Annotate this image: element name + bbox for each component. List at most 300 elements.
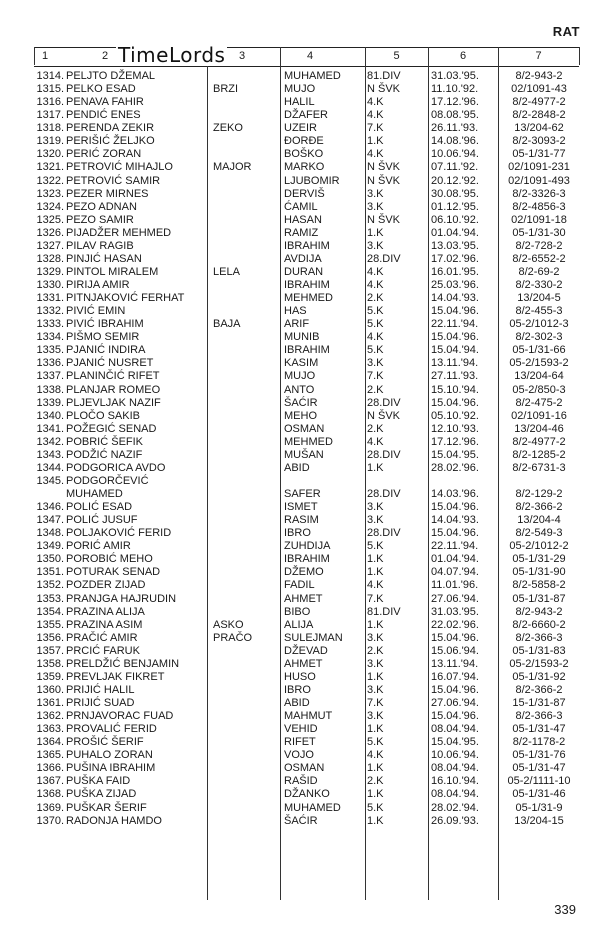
person-name: PRELDŽIĆ BENJAMIN — [66, 657, 180, 670]
person-name: PENAVA FAHIR — [66, 96, 144, 109]
date: 17.02.'96. — [431, 252, 479, 265]
reference-number: 8/2-943-2 — [515, 70, 563, 82]
date: 17.12.'96. — [431, 435, 479, 448]
reference-number: 8/2-6552-2 — [512, 252, 566, 265]
table-row — [0, 410, 610, 423]
military-unit: 3.K — [367, 501, 384, 514]
row-number: 1362. — [36, 710, 64, 723]
reference-number: 8/2-69-2 — [518, 265, 560, 278]
father-name: IBRAHIM — [284, 239, 330, 252]
person-name: PROŠIĆ ŠERIF — [66, 736, 144, 749]
military-unit: 1.K — [367, 762, 384, 775]
date: 15.04.'96. — [431, 331, 479, 344]
military-unit: 7.K — [367, 592, 384, 605]
date: 15.04.'96. — [431, 501, 479, 514]
row-number: 1353. — [36, 592, 64, 605]
date: 31.03.'95. — [431, 70, 479, 82]
person-name: PERENDA ZEKIR — [66, 122, 155, 135]
column-divider — [34, 47, 35, 65]
person-name: PRAZINA ASIM — [66, 618, 143, 631]
table-row — [0, 227, 610, 240]
row-number: 1338. — [36, 383, 64, 396]
nickname: BRZI — [213, 83, 239, 96]
military-unit: 2.K — [367, 422, 384, 435]
table-row — [0, 357, 610, 370]
father-name: HALIL — [284, 96, 315, 109]
military-unit: 2.K — [367, 644, 384, 657]
row-number: 1331. — [36, 292, 64, 305]
row-number: 1347. — [36, 514, 64, 527]
watermark: TimeLords — [118, 43, 226, 67]
date: 15.04.'96. — [431, 527, 479, 540]
date: 25.03.'96. — [431, 279, 479, 291]
date: 30.08.'95. — [431, 187, 479, 200]
row-number: 1317. — [36, 109, 64, 122]
military-unit: 28.DIV — [367, 252, 401, 265]
table-row — [0, 723, 610, 736]
father-name: MUŠAN — [284, 448, 324, 461]
date: 04.07.'94. — [431, 566, 479, 579]
table-row — [0, 122, 610, 135]
person-name: PIVIĆ EMIN — [66, 305, 126, 318]
reference-number: 8/2-366-3 — [515, 631, 563, 644]
father-name: MUHAMED — [284, 801, 341, 814]
row-number: 1361. — [36, 697, 64, 709]
table-row — [0, 540, 610, 553]
row-number: 1369. — [36, 801, 64, 814]
military-unit: N ŠVK — [367, 161, 401, 174]
date: 31.03.'95. — [431, 605, 479, 618]
military-unit: 4.K — [367, 331, 384, 344]
date: 13.03.'95. — [431, 239, 479, 252]
reference-number: 05-1/31-9 — [515, 801, 563, 814]
table-row — [0, 188, 610, 201]
date: 15.04.'96. — [431, 305, 479, 318]
table-row — [0, 109, 610, 122]
date: 13.11.'94. — [431, 357, 479, 370]
date: 27.11.'93. — [431, 370, 479, 383]
father-name: DŽEMO — [284, 566, 324, 579]
date: 20.12.'92. — [431, 174, 479, 187]
father-name: VOJO — [284, 749, 314, 762]
person-name: PUŠINA IBRAHIM — [66, 762, 156, 775]
table-row — [0, 632, 610, 645]
person-name: PEZO SAMIR — [66, 213, 134, 226]
date: 01.04.'94. — [431, 226, 479, 239]
date: 14.08.'96. — [431, 135, 479, 148]
row-number: 1314. — [36, 70, 64, 82]
father-name: IBRO — [284, 527, 311, 540]
table-row — [0, 70, 610, 83]
military-unit: 7.K — [367, 370, 384, 383]
date: 16.01.'95. — [431, 265, 479, 278]
person-name: PORIĆ AMIR — [66, 540, 131, 553]
reference-number: 05-1/31-66 — [512, 344, 566, 357]
row-number: 1348. — [36, 527, 64, 540]
date: 15.04.'95. — [431, 736, 479, 749]
table-row — [0, 762, 610, 775]
date: 22.02.'96. — [431, 618, 479, 631]
reference-number: 8/2-1285-2 — [512, 448, 566, 461]
person-name: POŽEGIĆ SENAD — [66, 422, 157, 435]
father-name: MUJO — [284, 370, 316, 383]
military-unit: 81.DIV — [367, 605, 401, 618]
person-name: PJANIĆ INDIRA — [66, 344, 146, 357]
table-row — [0, 318, 610, 331]
reference-number: 8/2-366-2 — [515, 683, 563, 696]
table-row — [0, 201, 610, 214]
person-name: POLIĆ ESAD — [66, 501, 133, 514]
row-number: 1324. — [36, 200, 64, 213]
reference-number: 05-2/850-3 — [512, 383, 566, 396]
column-header-3: 3 — [238, 50, 246, 62]
nickname: MAJOR — [213, 161, 252, 174]
person-name: PIJADŽER MEHMED — [66, 226, 172, 239]
person-name: PERIĆ ZORAN — [66, 148, 142, 161]
reference-number: 05-1/31-46 — [512, 788, 566, 801]
father-name: RIFET — [284, 736, 316, 749]
table-row — [0, 397, 610, 410]
date: 17.12.'96. — [431, 96, 479, 109]
table-row — [0, 96, 610, 109]
column-header-5: 5 — [393, 50, 400, 62]
father-name: RASIM — [284, 514, 319, 527]
row-number: 1321. — [36, 161, 64, 174]
table-row — [0, 645, 610, 658]
row-number: 1345. — [36, 474, 64, 487]
military-unit: 4.K — [367, 148, 384, 161]
military-unit: 1.K — [367, 814, 384, 827]
father-name: UZEIR — [284, 122, 317, 135]
father-name: HUSO — [284, 670, 316, 683]
reference-number: 02/1091-16 — [511, 409, 567, 422]
row-number: 1359. — [36, 670, 64, 683]
nickname: PRAČO — [213, 631, 253, 644]
father-name: KASIM — [284, 357, 319, 370]
nickname: LELA — [213, 265, 240, 278]
row-number: 1333. — [36, 318, 64, 331]
date: 14.03.'96. — [431, 488, 479, 500]
row-number: 1354. — [36, 605, 64, 618]
person-name: PEZO ADNAN — [66, 200, 137, 213]
person-name: PJANIĆ NUSRET — [66, 357, 154, 370]
row-number: 1326. — [36, 226, 64, 239]
row-number: 1355. — [36, 618, 64, 631]
table-row — [0, 475, 610, 488]
row-number: 1340. — [36, 409, 64, 422]
row-number: 1365. — [36, 749, 64, 762]
person-name: PRAČIĆ AMIR — [66, 631, 138, 644]
person-name: PUŠKA FAID — [66, 775, 131, 788]
row-number: 1318. — [36, 122, 64, 135]
date: 10.06.'94. — [431, 749, 479, 762]
row-number: 1322. — [36, 174, 64, 187]
person-name: PREVLJAK FIKRET — [66, 670, 165, 683]
military-unit: 1.K — [367, 723, 384, 736]
father-name: MAHMUT — [284, 710, 333, 723]
table-row — [0, 384, 610, 397]
date: 11.10.'92. — [431, 83, 479, 96]
reference-number: 02/1091-43 — [511, 83, 567, 96]
military-unit: 3.K — [367, 200, 384, 213]
table-row — [0, 214, 610, 227]
military-unit: 1.K — [367, 618, 384, 631]
table-row — [0, 305, 610, 318]
row-number: 1350. — [36, 553, 64, 566]
military-unit: 4.K — [367, 109, 384, 122]
reference-number: 02/1091-18 — [511, 213, 567, 226]
father-name: DERVIŠ — [284, 187, 325, 200]
page-number: 339 — [554, 902, 576, 917]
column-header-1: 1 — [41, 50, 49, 62]
date: 13.11.'94. — [431, 657, 479, 670]
table-row — [0, 579, 610, 592]
father-name: MEHO — [284, 409, 317, 422]
military-unit: 3.K — [367, 657, 384, 670]
father-name: FADIL — [284, 579, 315, 592]
father-name: SAFER — [284, 488, 321, 500]
father-name: MEHMED — [284, 292, 333, 305]
reference-number: 05-1/31-90 — [512, 566, 566, 579]
table-row — [0, 175, 610, 188]
person-name: POBRIĆ ŠEFIK — [66, 435, 144, 448]
date: 08.04.'94. — [431, 762, 479, 775]
reference-number: 05-1/31-92 — [512, 670, 566, 683]
row-number: 1357. — [36, 644, 64, 657]
military-unit: 4.K — [367, 579, 384, 592]
date: 15.04.'96. — [431, 683, 479, 696]
father-name: MEHMED — [284, 435, 333, 448]
person-name: PRCIĆ FARUK — [66, 644, 140, 657]
table-row — [0, 697, 610, 710]
person-name: PRNJAVORAC FUAD — [66, 710, 174, 723]
reference-number: 8/2-1178-2 — [512, 736, 566, 749]
military-unit: 28.DIV — [367, 396, 401, 409]
military-unit: 28.DIV — [367, 527, 401, 540]
military-unit: 1.K — [367, 788, 384, 801]
table-row — [0, 344, 610, 357]
nickname: BAJA — [213, 318, 241, 331]
reference-number: 8/2-4977-2 — [512, 435, 566, 448]
reference-number: 8/2-4856-3 — [512, 200, 566, 213]
date: 22.11.'94. — [431, 318, 479, 331]
date: 06.10.'92. — [431, 213, 479, 226]
table-row — [0, 135, 610, 148]
date: 11.01.'96. — [431, 579, 479, 592]
person-name: POLJAKOVIĆ FERID — [66, 527, 172, 540]
father-name: IBRAHIM — [284, 553, 330, 566]
row-number: 1323. — [36, 187, 64, 200]
reference-number: 8/2-129-2 — [515, 488, 563, 500]
father-name: VEHID — [284, 723, 318, 736]
table-row — [0, 736, 610, 749]
table-row — [0, 658, 610, 671]
military-unit: 1.K — [367, 670, 384, 683]
father-name: DŽAFER — [284, 109, 328, 122]
military-unit: 3.K — [367, 239, 384, 252]
father-name: ŠAĆIR — [284, 396, 318, 409]
table-row — [0, 423, 610, 436]
person-name: PIVIĆ IBRAHIM — [66, 318, 144, 331]
table-row — [0, 606, 610, 619]
father-name: ARIF — [284, 318, 310, 331]
person-name: PINJIĆ HASAN — [66, 252, 142, 265]
father-name: MARKO — [284, 161, 325, 174]
person-name: PILAV RAGIB — [66, 239, 134, 252]
father-name: ALIJA — [284, 618, 314, 631]
row-number: 1335. — [36, 344, 64, 357]
military-unit: 81.DIV — [367, 70, 401, 82]
date: 26.09.'93. — [431, 814, 479, 827]
date: 14.04.'93. — [431, 514, 479, 527]
date: 15.04.'96. — [431, 396, 479, 409]
father-name: IBRAHIM — [284, 344, 330, 357]
military-unit: N ŠVK — [367, 83, 401, 96]
row-number: 1344. — [36, 461, 64, 474]
row-number: 1351. — [36, 566, 64, 579]
father-name: ĐORĐE — [284, 135, 324, 148]
table-row — [0, 684, 610, 697]
row-number: 1327. — [36, 239, 64, 252]
father-name: HAS — [284, 305, 307, 318]
father-name: OSMAN — [284, 762, 325, 775]
person-name: POZDER ZIJAD — [66, 579, 146, 592]
military-unit: 28.DIV — [367, 488, 401, 500]
date: 22.11.'94. — [431, 540, 479, 553]
military-unit: N ŠVK — [367, 213, 401, 226]
date: 07.11.'92. — [431, 161, 479, 174]
person-name: PODGORČEVIĆ — [66, 474, 149, 487]
father-name: MUJO — [284, 83, 316, 96]
table-row — [0, 802, 610, 815]
person-name: PRIJIĆ HALIL — [66, 683, 135, 696]
father-name: DŽANKO — [284, 788, 330, 801]
reference-number: 05-2/1593-2 — [509, 657, 569, 670]
table-row — [0, 749, 610, 762]
column-header-2: 2 — [101, 50, 109, 62]
row-number: 1360. — [36, 683, 64, 696]
father-name: BOŠKO — [284, 148, 324, 161]
reference-number: 8/2-728-2 — [515, 239, 563, 252]
reference-number: 13/204-64 — [514, 370, 564, 383]
military-unit: 2.K — [367, 775, 384, 788]
row-number: 1366. — [36, 762, 64, 775]
father-name: DŽEVAD — [284, 644, 328, 657]
person-name: PLOČO SAKIB — [66, 409, 140, 422]
row-number: 1363. — [36, 723, 64, 736]
date: 01.12.'95. — [431, 200, 479, 213]
military-unit: 4.K — [367, 96, 384, 109]
table-row — [0, 566, 610, 579]
row-number: 1367. — [36, 775, 64, 788]
table-row — [0, 671, 610, 684]
person-name: PELKO ESAD — [66, 83, 136, 96]
row-number: 1339. — [36, 396, 64, 409]
reference-number: 8/2-3326-3 — [512, 187, 566, 200]
table-row — [0, 593, 610, 606]
date: 08.08.'95. — [431, 109, 479, 122]
military-unit: 2.K — [367, 383, 384, 396]
person-name: PENDIĆ ENES — [66, 109, 141, 122]
reference-number: 8/2-455-3 — [515, 305, 563, 318]
father-name: LJUBOMIR — [284, 174, 340, 187]
person-name: PIRIJA AMIR — [66, 279, 130, 291]
reference-number: 05-2/1012-3 — [509, 318, 569, 331]
reference-number: 05-1/31-47 — [512, 723, 566, 736]
table-row — [0, 331, 610, 344]
father-name: ĆAMIL — [284, 200, 318, 213]
nickname: ASKO — [213, 618, 244, 631]
date: 28.02.'96. — [431, 461, 479, 474]
column-header-6: 6 — [459, 50, 467, 62]
table-row — [0, 253, 610, 266]
person-name: PUŠKA ZIJAD — [66, 788, 137, 801]
table-row — [0, 436, 610, 449]
row-number: 1330. — [36, 279, 64, 291]
reference-number: 8/2-366-2 — [515, 501, 563, 514]
date: 16.10.'94. — [431, 775, 479, 788]
table-row — [0, 161, 610, 174]
row-number: 1356. — [36, 631, 64, 644]
person-name: RADONJA HAMDO — [66, 814, 162, 827]
row-number: 1364. — [36, 736, 64, 749]
military-unit: 1.K — [367, 553, 384, 566]
table-row — [0, 553, 610, 566]
father-name: IBRAHIM — [284, 279, 330, 291]
military-unit: 5.K — [367, 540, 384, 553]
military-unit: 3.K — [367, 683, 384, 696]
father-name: ISMET — [284, 501, 318, 514]
father-name: HASAN — [284, 213, 322, 226]
father-name: DURAN — [284, 265, 324, 278]
reference-number: 05-2/1012-2 — [509, 540, 569, 553]
military-unit: 3.K — [367, 187, 384, 200]
father-name: AVDIJA — [284, 252, 322, 265]
military-unit: 2.K — [367, 292, 384, 305]
row-number: 1358. — [36, 657, 64, 670]
father-name: ŠAĆIR — [284, 814, 318, 827]
date: 10.06.'94. — [431, 148, 479, 161]
person-name: POROBIĆ MEHO — [66, 553, 153, 566]
person-name: PINTOL MIRALEM — [66, 265, 159, 278]
row-number: 1368. — [36, 788, 64, 801]
nickname: ZEKO — [213, 122, 243, 135]
military-unit: 4.K — [367, 265, 384, 278]
date: 15.04.'95. — [431, 448, 479, 461]
father-name: RAMIZ — [284, 226, 319, 239]
reference-number: 8/2-302-3 — [515, 331, 563, 344]
person-name: PROVALIĆ FERID — [66, 723, 157, 736]
reference-number: 13/204-5 — [517, 292, 561, 305]
military-unit: 3.K — [367, 631, 384, 644]
row-number: 1349. — [36, 540, 64, 553]
row-number: 1370. — [36, 814, 64, 827]
father-name: RAŠID — [284, 775, 318, 788]
reference-number: 8/2-6660-2 — [512, 618, 566, 631]
date: 01.04.'94. — [431, 553, 479, 566]
row-number: 1342. — [36, 435, 64, 448]
father-name: ABID — [284, 697, 310, 709]
date: 08.04.'94. — [431, 723, 479, 736]
person-name: PUŠKAR ŠERIF — [66, 801, 147, 814]
person-name: PEZER MIRNES — [66, 187, 149, 200]
father-name: SULEJMAN — [284, 631, 343, 644]
father-name: MUHAMED — [284, 70, 341, 82]
table-row — [0, 279, 610, 292]
military-unit: 1.K — [367, 566, 384, 579]
military-unit: 3.K — [367, 357, 384, 370]
person-name: POTURAK SENAD — [66, 566, 161, 579]
